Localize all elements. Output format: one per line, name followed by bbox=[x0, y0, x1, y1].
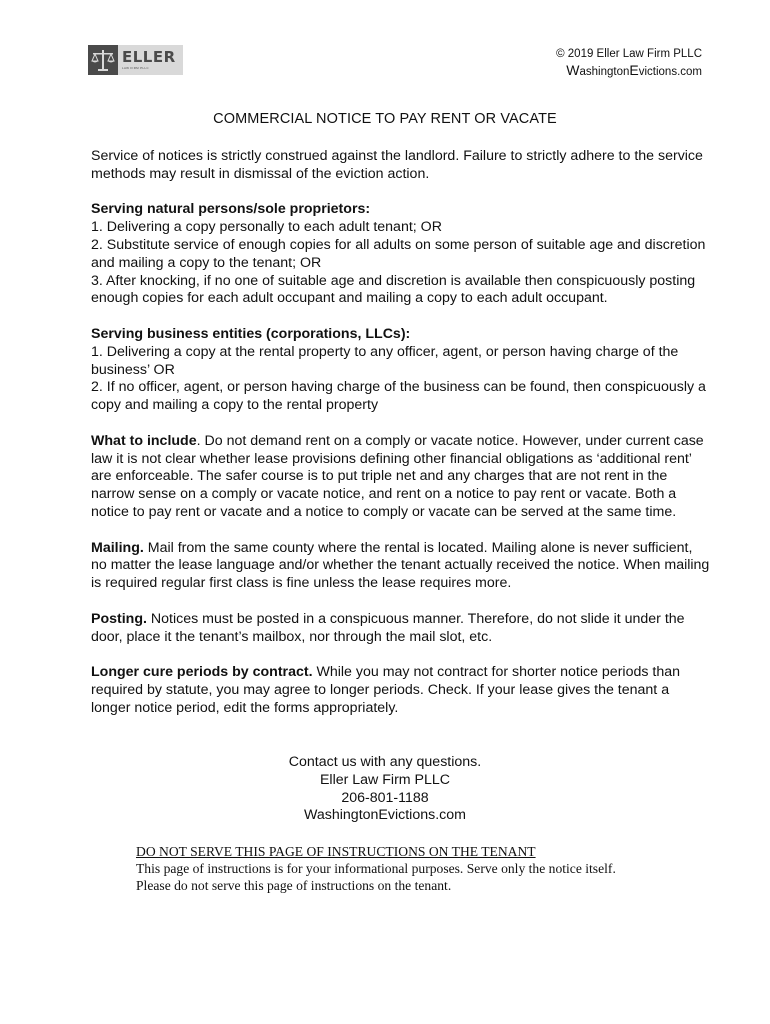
natural-persons-section bbox=[91, 201, 711, 308]
logo-name: ELLER bbox=[122, 48, 176, 66]
contact-line-1: Contact us with any questions. bbox=[288, 754, 482, 770]
what-to-include-section bbox=[91, 433, 711, 522]
longer-cure-section bbox=[91, 664, 711, 717]
contact-firm-name: Eller Law Firm PLLC bbox=[319, 771, 451, 788]
posting-section bbox=[91, 611, 711, 647]
intro-paragraph: Service of notices is strictly construed against the landlord. Failure to strictly adhere to the service methods may result in dismissal of the eviction action. bbox=[91, 148, 703, 182]
firm-logo bbox=[88, 45, 183, 75]
posting-heading: Posting. bbox=[91, 610, 147, 627]
footer-notice bbox=[136, 843, 616, 894]
longer-cure-heading: Longer cure periods by contract. bbox=[91, 664, 313, 681]
posting-text: Notices must be posted in a conspicuous manner. Therefore, do not slide it under the door, place it the tenant’s mailbox, nor through the mail slot, etc. bbox=[91, 610, 685, 645]
website-line bbox=[556, 62, 702, 80]
what-to-include-text: . Do not demand rent on a comply or vacate notice. However, under current case law it is not clear whether lease provisions defining other financial obligations as ‘additional rent’ are enforceable. The safer course is to put triple net and any charges that are not rent in the narrow sense on a comply or vacate notice, and rent on a notice to pay rent or vacate. Both a notice to pay rent or vacate and a notice to comply or vacate can be served at the same time. bbox=[91, 432, 704, 520]
natural-persons-heading: Serving natural persons/sole proprietors: bbox=[91, 201, 371, 218]
business-item-1: 1. Delivering a copy at the rental property to any officer, agent, or person having charge of the business’ OR bbox=[91, 343, 679, 378]
document-title: COMMERCIAL NOTICE TO PAY RENT OR VACATE bbox=[213, 111, 557, 127]
scales-of-justice-icon bbox=[88, 45, 118, 75]
contact-phone: 206-801-1188 bbox=[341, 789, 429, 806]
footer-warning: DO NOT SERVE THIS PAGE OF INSTRUCTIONS ON THE TENANT bbox=[136, 844, 536, 859]
longer-cure-text: While you may not contract for shorter notice periods than required by statute, you may agree to longer periods. Check. If your lease gives the tenant a longer notice period, edit the forms appropriately. bbox=[91, 664, 681, 716]
contact-block bbox=[0, 754, 770, 825]
mailing-section bbox=[91, 540, 711, 593]
site-mid: ashington bbox=[579, 66, 630, 78]
site-initial-e: E bbox=[629, 62, 639, 78]
mailing-heading: Mailing. bbox=[91, 539, 144, 556]
site-rest: victions.com bbox=[638, 66, 702, 78]
instructions-body bbox=[91, 148, 711, 735]
business-item-2: 2. If no officer, agent, or person having charge of the business can be found, then conspicuously a copy and mailing a copy to the rental property bbox=[91, 379, 706, 414]
footer-text: This page of instructions is for your informational purposes. Serve only the notice itself. Please do not serve this page of instructions on the tenant. bbox=[136, 861, 616, 893]
natural-item-2: 2. Substitute service of enough copies for all adults on some person of suitable age and discretion and mailing a copy to the tenant; OR bbox=[91, 236, 706, 271]
header-copyright-block bbox=[556, 46, 702, 80]
mailing-text: Mail from the same county where the rental is located. Mailing alone is never sufficient, no matter the lease language and/or whether the tenant actually received the notice. When mailing is required regular first class is fine unless the lease requires more. bbox=[91, 539, 710, 592]
business-entities-heading: Serving business entities (corporations, LLCs): bbox=[91, 325, 411, 342]
site-initial-w: W bbox=[566, 62, 580, 78]
what-to-include-heading: What to include bbox=[91, 432, 197, 449]
copyright-line: © 2019 Eller Law Firm PLLC bbox=[556, 48, 702, 60]
logo-subtitle: LAW FIRM PLLC bbox=[122, 66, 149, 70]
contact-website: WashingtonEvictions.com bbox=[304, 807, 466, 824]
business-entities-section bbox=[91, 326, 711, 415]
natural-item-1: 1. Delivering a copy personally to each adult tenant; OR bbox=[91, 219, 442, 236]
natural-item-3: 3. After knocking, if no one of suitable age and discretion is available then conspicuously posting enough copies for each adult occupant and mailing a copy to each adult occupant. bbox=[91, 272, 696, 307]
